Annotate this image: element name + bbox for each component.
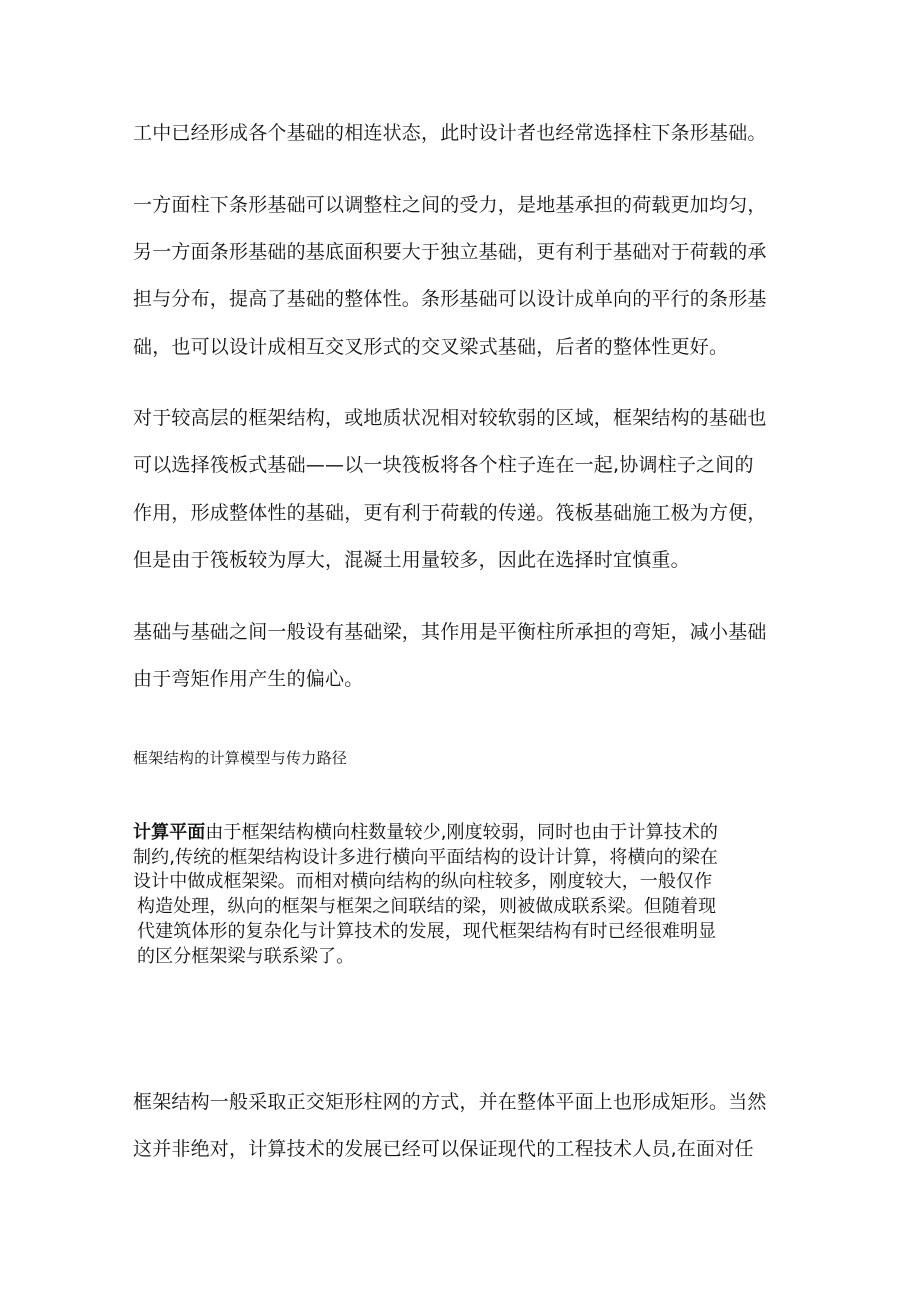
paragraph-6-line-1: 框架结构一般采取正交矩形柱网的方式，并在整体平面上也形成矩形。当然 bbox=[133, 1091, 767, 1113]
paragraph-4-line-1: 基础与基础之间一般设有基础梁，其作用是平衡柱所承担的弯矩，减小基础 bbox=[133, 621, 767, 643]
paragraph-2-line-1: 一方面柱下条形基础可以调整柱之间的受力，是地基承担的荷载更加均匀， bbox=[133, 194, 767, 216]
paragraph-3-line-1: 对于较高层的框架结构，或地质状况相对较软弱的区域，框架结构的基础也 bbox=[133, 407, 767, 429]
paragraph-2-line-2: 另一方面条形基础的基底面积要大于独立基础，更有利于基础对于荷载的承 bbox=[133, 241, 767, 263]
paragraph-6-line-2: 这并非绝对，计算技术的发展已经可以保证现代的工程技术人员,在面对任 bbox=[133, 1138, 754, 1160]
paragraph-5-line-1-text: 由于框架结构横向柱数量较少,刚度较弱，同时也由于计算技术的 bbox=[205, 822, 719, 843]
paragraph-5-line-2: 制约,传统的框架结构设计多进行横向平面结构的设计计算，将横向的梁在 bbox=[133, 847, 719, 868]
section-heading: 框架结构的计算模型与传力路径 bbox=[133, 749, 348, 767]
paragraph-5-line-1 bbox=[133, 821, 718, 845]
paragraph-5-line-3: 设计中做成框架梁。而相对横向结构的纵向柱较多，刚度较大，一般仅作 bbox=[133, 871, 713, 892]
paragraph-4-line-2: 由于弯矩作用产生的偏心。 bbox=[133, 668, 364, 690]
paragraph-5-line-4: 构造处理，纵向的框架与框架之间联结的梁，则被做成联系梁。但随着现 bbox=[137, 896, 717, 917]
paragraph-2-line-4: 础，也可以设计成相互交叉形式的交叉梁式基础，后者的整体性更好。 bbox=[133, 336, 729, 358]
paragraph-5-bold-lead: 计算平面 bbox=[133, 822, 206, 843]
paragraph-3-line-4: 但是由于筏板较为厚大，混凝土用量较多，因此在选择时宜慎重。 bbox=[133, 549, 690, 571]
paragraph-2-line-3: 担与分布，提高了基础的整体性。条形基础可以设计成单向的平行的条形基 bbox=[133, 288, 767, 310]
paragraph-5-line-6: 的区分框架梁与联系梁了。 bbox=[137, 946, 355, 967]
paragraph-3-line-2: 可以选择筏板式基础——以一块筏板将各个柱子连在一起,协调柱子之间的 bbox=[133, 454, 754, 476]
paragraph-1-line-1: 工中已经形成各个基础的相连状态，此时设计者也经常选择柱下条形基础。 bbox=[133, 122, 767, 144]
paragraph-3-line-3: 作用，形成整体性的基础，更有利于荷载的传递。筏板基础施工极为方便， bbox=[133, 502, 767, 524]
paragraph-5-line-5: 代建筑体形的复杂化与计算技术的发展，现代框架结构有时已经很难明显 bbox=[137, 921, 717, 942]
